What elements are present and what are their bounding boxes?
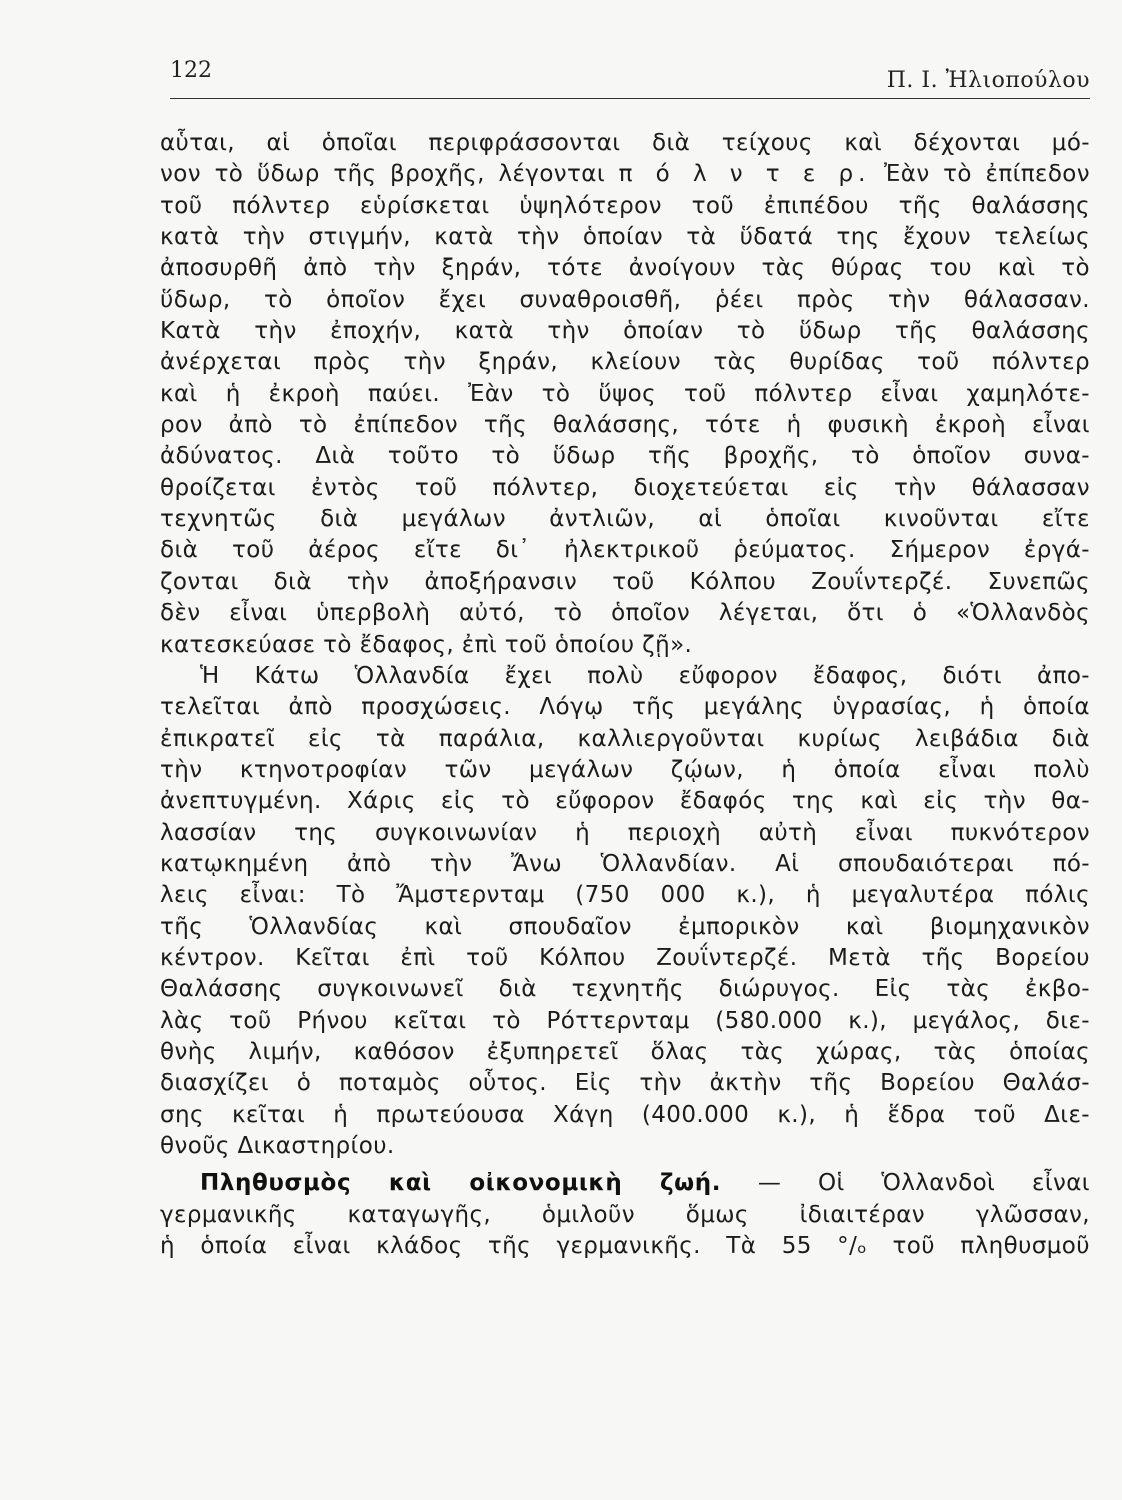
text-run: νον τὸ ὕδωρ τῆς βροχῆς, λέγονται bbox=[160, 161, 606, 188]
text-line: τελεῖται ἀπὸ προσχώσεις. Λόγῳ τῆς μεγάλης ὑγρασίας, ἡ ὁποία bbox=[160, 694, 1090, 721]
text-line: ἐπικρατεῖ εἰς τὰ παράλια, καλλιεργοῦνται κυρίως λειβάδια διὰ bbox=[160, 725, 1090, 752]
text-line: κατῳκημένη ἀπὸ τὴν Ἄνω Ὁλλανδίαν. Αἱ σπουδαιότεραι πό- bbox=[160, 850, 1090, 877]
text-line: θροίζεται ἐντὸς τοῦ πόλντερ, διοχετεύεται εἰς τὴν θάλασσαν bbox=[160, 474, 1090, 501]
text-line: κατὰ τὴν στιγμήν, κατὰ τὴν ὁποίαν τὰ ὕδατά της ἔχουν τελείως bbox=[160, 224, 1090, 251]
text-line: σης κεῖται ἡ πρωτεύουσα Χάγη (400.000 κ.), ἡ ἕδρα τοῦ Διε- bbox=[160, 1101, 1090, 1128]
text-line: Κατὰ τὴν ἐποχήν, κατὰ τὴν ὁποίαν τὸ ὕδωρ τῆς θαλάσσης bbox=[160, 318, 1090, 345]
text-line: λὰς τοῦ Ρήνου κεῖται τὸ Ρόττερνταμ (580.000 κ.), μεγάλος, διε- bbox=[160, 1007, 1090, 1034]
text-line: ρον ἀπὸ τὸ ἐπίπεδον τῆς θαλάσσης, τότε ἡ φυσικὴ ἐκροὴ εἶναι bbox=[160, 412, 1090, 439]
text-line: τεχνητῶς διὰ μεγάλων ἀντλιῶν, αἱ ὁποῖαι κινοῦνται εἴτε bbox=[160, 506, 1090, 533]
text-line: δὲν εἶναι ὑπερβολὴ αὐτό, τὸ ὁποῖον λέγεται, ὅτι ὁ «Ὁλλανδὸς bbox=[160, 600, 1090, 627]
text-line: τοῦ πόλντερ εὑρίσκεται ὑψηλότερον τοῦ ἐπιπέδου τῆς θαλάσσης bbox=[160, 192, 1090, 219]
text-line: τῆς Ὁλλανδίας καὶ σπουδαῖον ἐμπορικὸν καὶ βιομηχανικὸν bbox=[160, 913, 1090, 940]
text-line: γερμανικῆς καταγωγῆς, ὁμιλοῦν ὅμως ἰδιαιτέραν γλῶσσαν, bbox=[160, 1201, 1090, 1228]
text-line: κατεσκεύασε τὸ ἔδαφος, ἐπὶ τοῦ ὁποίου ζῇ». bbox=[160, 631, 693, 658]
text-line: ἡ ὁποία εἶναι κλάδος τῆς γερμανικῆς. Τὰ 55 °/ₒ τοῦ πληθυσμοῦ bbox=[160, 1233, 1090, 1260]
text-line: λασσίαν της συγκοινωνίαν ἡ περιοχὴ αὐτὴ εἶναι πυκνότερον bbox=[160, 819, 1090, 846]
text-line: Ἡ Κάτω Ὁλλανδία ἔχει πολὺ εὔφορον ἔδαφος, διότι ἀπο- bbox=[200, 662, 1090, 689]
text-line: ἀποσυρθῆ ἀπὸ τὴν ξηράν, τότε ἀνοίγουν τὰς θύρας του καὶ τὸ bbox=[160, 255, 1090, 282]
paragraph-polder bbox=[160, 128, 1090, 661]
section-heading: Πληθυσμὸς καὶ οἰκονομικὴ ζωή. bbox=[200, 1170, 722, 1197]
text-line: ἀδύνατος. Διὰ τοῦτο τὸ ὕδωρ τῆς βροχῆς, τὸ ὁποῖον συνα- bbox=[160, 443, 1090, 470]
text-line: Θαλάσσης συγκοινωνεῖ διὰ τεχνητῆς διώρυγος. Εἰς τὰς ἐκβο- bbox=[160, 976, 1090, 1003]
text-line: αὗται, αἱ ὁποῖαι περιφράσσονται διὰ τείχους καὶ δέχονται μό- bbox=[160, 130, 1090, 156]
text-line: διὰ τοῦ ἀέρος εἴτε δι᾿ ἠλεκτρικοῦ ῥεύματος. Σήμερον ἐργά- bbox=[160, 537, 1090, 564]
body-text bbox=[160, 128, 1090, 1262]
spaced-term: π ό λ ν τ ε ρ. bbox=[618, 161, 871, 188]
paragraph-population bbox=[160, 1168, 1090, 1262]
paragraph-lower-holland bbox=[160, 661, 1090, 1163]
text-line: διασχίζει ὁ ποταμὸς οὗτος. Εἰς τὴν ἀκτὴν τῆς Βορείου Θαλάσ- bbox=[160, 1070, 1090, 1097]
text-line: ἀνέρχεται πρὸς τὴν ξηράν, κλείουν τὰς θυρίδας τοῦ πόλντερ bbox=[160, 349, 1090, 376]
text-run: Ἐὰν τὸ ἐπίπεδον bbox=[884, 161, 1091, 188]
text-line: κέντρον. Κεῖται ἐπὶ τοῦ Κόλπου Ζουΐντερζέ. Μετὰ τῆς Βορείου bbox=[160, 944, 1090, 971]
text-line: τὴν κτηνοτροφίαν τῶν μεγάλων ζῴων, ἡ ὁποία εἶναι πολὺ bbox=[160, 756, 1090, 783]
text-line bbox=[160, 159, 1090, 190]
text-line: λεις εἶναι: Τὸ Ἄμστερνταμ (750 000 κ.), ἡ μεγαλυτέρα πόλις bbox=[160, 882, 1090, 909]
text-line: ἀνεπτυγμένη. Χάρις εἰς τὸ εὔφορον ἔδαφός της καὶ εἰς τὴν θα- bbox=[160, 788, 1090, 815]
text-run: — Οἱ Ὁλλανδοὶ εἶναι bbox=[757, 1170, 1090, 1197]
text-line: ὕδωρ, τὸ ὁποῖον ἔχει συναθροισθῆ, ῥέει πρὸς τὴν θάλασσαν. bbox=[160, 286, 1090, 313]
page-number: 122 bbox=[170, 58, 212, 83]
text-line: ζονται διὰ τὴν ἀποξήρανσιν τοῦ Κόλπου Ζουΐντερζέ. Συνεπῶς bbox=[160, 568, 1090, 595]
text-line: θνοῦς Δικαστηρίου. bbox=[160, 1133, 395, 1159]
text-line: θνὴς λιμήν, καθόσον ἐξυπηρετεῖ ὅλας τὰς χώρας, τὰς ὁποίας bbox=[160, 1038, 1090, 1065]
page-header bbox=[170, 58, 1090, 99]
text-line bbox=[160, 1168, 1090, 1199]
running-head: Π. Ι. Ἠλιοπούλου bbox=[886, 68, 1090, 93]
text-line: καὶ ἡ ἐκροὴ παύει. Ἐὰν τὸ ὕψος τοῦ πόλντερ εἶναι χαμηλότε- bbox=[160, 380, 1090, 407]
